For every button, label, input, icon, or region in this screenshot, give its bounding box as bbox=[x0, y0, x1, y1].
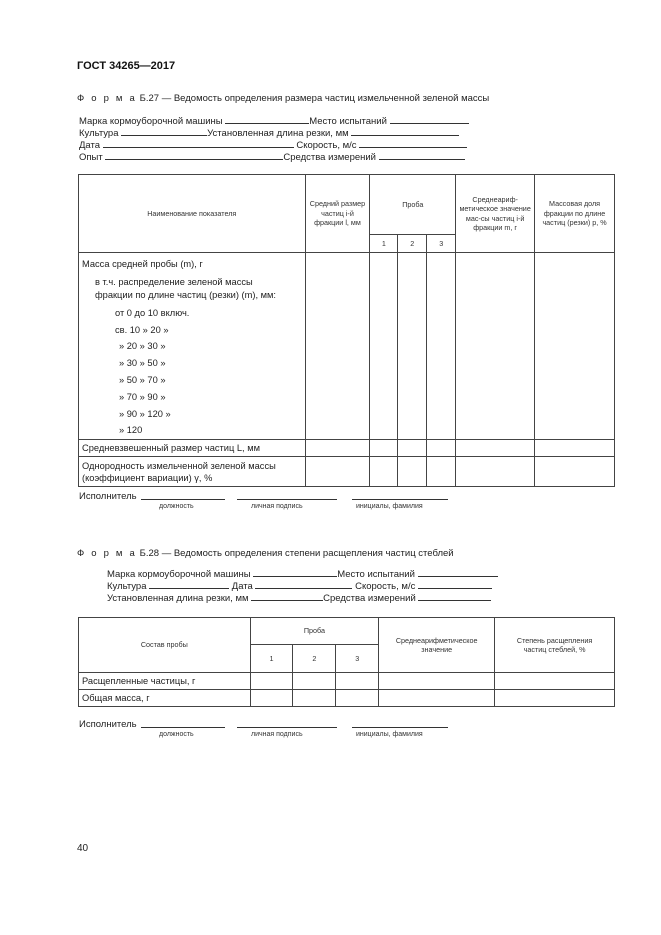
place-blank[interactable] bbox=[390, 114, 469, 124]
date-label: Дата bbox=[79, 140, 101, 151]
sample-col-1: 1 bbox=[250, 645, 293, 673]
cell[interactable] bbox=[495, 690, 615, 707]
executor-label-28: Исполнитель bbox=[79, 719, 137, 730]
cell[interactable] bbox=[398, 440, 427, 457]
crop-blank-28[interactable] bbox=[149, 579, 229, 589]
cell[interactable] bbox=[370, 440, 398, 457]
form-27-table bbox=[78, 174, 615, 487]
speed-label: Скорость, м/с bbox=[296, 140, 357, 151]
machine-blank-28[interactable] bbox=[253, 567, 337, 577]
form-28-title bbox=[77, 548, 454, 559]
header-mean-value-28: Среднеарифметическое значение bbox=[379, 618, 495, 673]
cut-length-blank[interactable] bbox=[351, 126, 459, 136]
sample-col-3: 3 bbox=[427, 235, 456, 253]
name-caption-27: инициалы, фамилия bbox=[356, 503, 423, 510]
signature-line-28[interactable] bbox=[237, 727, 337, 728]
cell[interactable] bbox=[305, 457, 370, 487]
range-row: » 30 » 50 » bbox=[119, 358, 166, 369]
form-27-line-4 bbox=[79, 150, 465, 163]
cell[interactable] bbox=[370, 457, 398, 487]
position-line-27[interactable] bbox=[141, 499, 225, 500]
instruments-blank-28[interactable] bbox=[418, 591, 491, 601]
header-avg-size: Средний размер частиц i-й фракции l, мм bbox=[305, 175, 370, 253]
header-sample-28: Проба bbox=[250, 618, 379, 645]
position-caption-28: должность bbox=[159, 731, 194, 738]
instruments-blank[interactable] bbox=[379, 150, 465, 160]
cell[interactable] bbox=[427, 253, 456, 440]
split-particles-label: Расщепленные частицы, г bbox=[79, 673, 251, 690]
cut-length-label-28: Установленная длина резки, мм bbox=[107, 593, 249, 604]
executor-label-27: Исполнитель bbox=[79, 491, 137, 502]
crop-label: Культура bbox=[79, 128, 119, 139]
cell[interactable] bbox=[293, 673, 336, 690]
header-composition: Состав пробы bbox=[79, 618, 251, 673]
cell[interactable] bbox=[535, 457, 615, 487]
cell[interactable] bbox=[456, 457, 535, 487]
cell[interactable] bbox=[456, 253, 535, 440]
uniformity-label-2: (коэффициент вариации) γ, % bbox=[82, 472, 213, 483]
cell[interactable] bbox=[456, 440, 535, 457]
form-28-table bbox=[78, 617, 615, 707]
instruments-label-28: Средства измерений bbox=[323, 593, 416, 604]
cell[interactable] bbox=[370, 253, 398, 440]
standard-header: ГОСТ 34265—2017 bbox=[77, 60, 176, 72]
cell[interactable] bbox=[427, 457, 456, 487]
cut-length-blank-28[interactable] bbox=[251, 591, 323, 601]
cell[interactable] bbox=[495, 673, 615, 690]
cell[interactable] bbox=[305, 440, 370, 457]
range-row: » 90 » 120 » bbox=[119, 408, 171, 419]
date-blank-28[interactable] bbox=[255, 579, 352, 589]
cell[interactable] bbox=[398, 457, 427, 487]
cell[interactable] bbox=[535, 440, 615, 457]
avg-mass-label: Масса средней пробы (m), г bbox=[82, 259, 203, 269]
sample-col-2: 2 bbox=[398, 235, 427, 253]
form-27-prefix: Ф о р м а bbox=[77, 93, 137, 104]
place-blank-28[interactable] bbox=[418, 567, 498, 577]
signature-caption-27: личная подпись bbox=[251, 503, 303, 510]
range-row: св. 10 » 20 » bbox=[115, 324, 169, 335]
header-split-degree: Степень расщепления частиц стеблей, % bbox=[495, 618, 615, 673]
name-line-27[interactable] bbox=[352, 499, 448, 500]
machine-blank[interactable] bbox=[225, 114, 309, 124]
crop-label-28: Культура bbox=[107, 581, 147, 592]
position-caption-27: должность bbox=[159, 503, 194, 510]
cell[interactable] bbox=[398, 253, 427, 440]
uniformity-cell bbox=[79, 457, 306, 487]
sample-col-3: 3 bbox=[336, 645, 379, 673]
cell[interactable] bbox=[250, 690, 293, 707]
form-27-title bbox=[77, 93, 489, 104]
range-row: » 70 » 90 » bbox=[119, 391, 166, 402]
name-caption-28: инициалы, фамилия bbox=[356, 731, 423, 738]
header-mass-share: Массовая доля фракции по длине частиц (резки) p, % bbox=[535, 175, 615, 253]
dist-label-1: в т.ч. распределение зеленой массы bbox=[95, 276, 253, 287]
cell[interactable] bbox=[293, 690, 336, 707]
signature-caption-28: личная подпись bbox=[251, 731, 303, 738]
cell[interactable] bbox=[379, 690, 495, 707]
form-28-prefix: Ф о р м а bbox=[77, 548, 137, 559]
form-28-line-3 bbox=[107, 591, 491, 604]
date-blank[interactable] bbox=[103, 138, 294, 148]
machine-label: Марка кормоуборочной машины bbox=[79, 116, 223, 127]
experiment-label: Опыт bbox=[79, 152, 103, 163]
place-label-28: Место испытаний bbox=[337, 569, 415, 580]
range-row: » 50 » 70 » bbox=[119, 374, 166, 385]
dist-label-2: фракции по длине частиц (резки) (m), мм: bbox=[95, 289, 276, 300]
range-row: » 20 » 30 » bbox=[119, 341, 166, 352]
cell[interactable] bbox=[336, 690, 379, 707]
range-row: от 0 до 10 включ. bbox=[115, 307, 190, 318]
date-label-28: Дата bbox=[231, 581, 253, 592]
instruments-label: Средства измерений bbox=[283, 152, 376, 163]
header-mean-value: Среднеариф-метическое значение мас-сы частиц i-й фракции m, г bbox=[456, 175, 535, 253]
sample-col-2: 2 bbox=[293, 645, 336, 673]
machine-label-28: Марка кормоуборочной машины bbox=[107, 569, 251, 580]
uniformity-label-1: Однородность измельченной зеленой массы bbox=[82, 460, 276, 471]
cell[interactable] bbox=[250, 673, 293, 690]
cell[interactable] bbox=[305, 253, 370, 440]
speed-label-28: Скорость, м/с bbox=[355, 581, 416, 592]
header-sample: Проба bbox=[370, 175, 456, 235]
page-number: 40 bbox=[77, 843, 89, 854]
distribution-cell bbox=[79, 253, 306, 440]
speed-blank-28[interactable] bbox=[418, 579, 492, 589]
signature-line-27[interactable] bbox=[237, 499, 337, 500]
range-row: » 120 bbox=[119, 425, 143, 436]
weighted-avg-label: Средневзвешенный размер частиц L, мм bbox=[79, 440, 306, 457]
place-label: Место испытаний bbox=[309, 116, 387, 127]
header-name: Наименование показателя bbox=[79, 175, 306, 253]
form-28-title-text: Б.28 — Ведомость определения степени расщепления частиц стеблей bbox=[139, 548, 454, 559]
total-mass-label: Общая масса, г bbox=[79, 690, 251, 707]
position-line-28[interactable] bbox=[141, 727, 225, 728]
cell[interactable] bbox=[379, 673, 495, 690]
crop-blank[interactable] bbox=[121, 126, 207, 136]
experiment-blank[interactable] bbox=[105, 150, 283, 160]
cell[interactable] bbox=[336, 673, 379, 690]
speed-blank[interactable] bbox=[359, 138, 467, 148]
cut-length-label: Установленная длина резки, мм bbox=[207, 128, 349, 139]
cell[interactable] bbox=[427, 440, 456, 457]
sample-col-1: 1 bbox=[370, 235, 398, 253]
form-27-title-text: Б.27 — Ведомость определения размера частиц измельченной зеленой массы bbox=[139, 93, 490, 104]
cell[interactable] bbox=[535, 253, 615, 440]
name-line-28[interactable] bbox=[352, 727, 448, 728]
